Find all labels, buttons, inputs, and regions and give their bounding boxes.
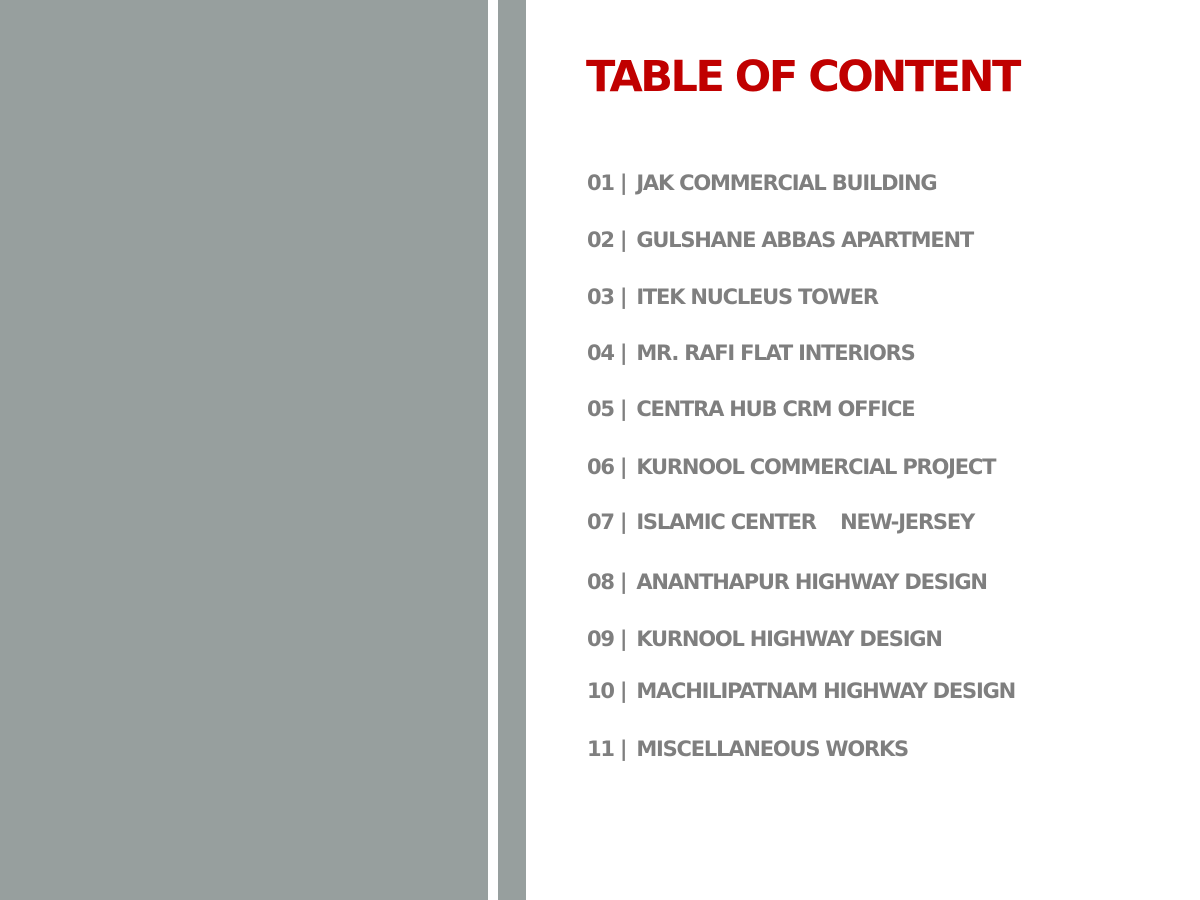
toc-item-separator: |: [619, 341, 627, 365]
toc-item-11: [587, 739, 908, 760]
toc-item-03: [587, 287, 878, 308]
toc-item-04: [587, 343, 915, 364]
toc-item-number: 11: [587, 737, 614, 761]
toc-item-number: 10: [587, 679, 614, 703]
toc-item-label: GULSHANE ABBAS APARTMENT: [636, 228, 973, 252]
toc-item-09: [587, 629, 942, 650]
toc-item-number: 09: [587, 627, 614, 651]
toc-item-separator: |: [619, 570, 627, 594]
toc-item-number: 03: [587, 285, 614, 309]
toc-item-separator: |: [619, 285, 627, 309]
toc-item-number: 02: [587, 228, 614, 252]
toc-item-separator: |: [619, 737, 627, 761]
toc-item-label: MACHILIPATNAM HIGHWAY DESIGN: [636, 679, 1016, 703]
toc-item-label: ITEK NUCLEUS TOWER: [636, 285, 878, 309]
toc-item-02: [587, 230, 973, 251]
left-gray-panel: [0, 0, 488, 900]
toc-item-10: [587, 681, 1015, 702]
toc-item-number: 01: [587, 171, 614, 195]
toc-item-separator: |: [619, 455, 627, 479]
toc-item-label: KURNOOL COMMERCIAL PROJECT: [636, 455, 996, 479]
toc-item-label: KURNOOL HIGHWAY DESIGN: [636, 627, 942, 651]
toc-item-label: JAK COMMERCIAL BUILDING: [636, 171, 937, 195]
toc-item-01: [587, 173, 936, 194]
toc-item-separator: |: [619, 679, 627, 703]
page-title: TABLE OF CONTENT: [586, 52, 1019, 102]
toc-item-separator: |: [619, 510, 627, 534]
toc-item-number: 08: [587, 570, 614, 594]
toc-item-label: ANANTHAPUR HIGHWAY DESIGN: [636, 570, 987, 594]
vertical-gray-strip: [498, 0, 526, 900]
toc-item-06: [587, 457, 995, 478]
toc-item-separator: |: [619, 627, 627, 651]
toc-item-separator: |: [619, 397, 627, 421]
toc-item-label: MISCELLANEOUS WORKS: [636, 737, 908, 761]
toc-item-separator: |: [619, 228, 627, 252]
toc-item-separator: |: [619, 171, 627, 195]
toc-item-label: MR. RAFI FLAT INTERIORS: [636, 341, 915, 365]
toc-item-number: 07: [587, 510, 614, 534]
toc-item-number: 05: [587, 397, 614, 421]
toc-item-07: [587, 512, 974, 533]
toc-item-number: 04: [587, 341, 614, 365]
toc-item-label: ISLAMIC CENTER NEW-JERSEY: [636, 510, 974, 534]
toc-item-05: [587, 399, 914, 420]
toc-item-label: CENTRA HUB CRM OFFICE: [636, 397, 915, 421]
toc-item-number: 06: [587, 455, 614, 479]
toc-item-08: [587, 572, 987, 593]
